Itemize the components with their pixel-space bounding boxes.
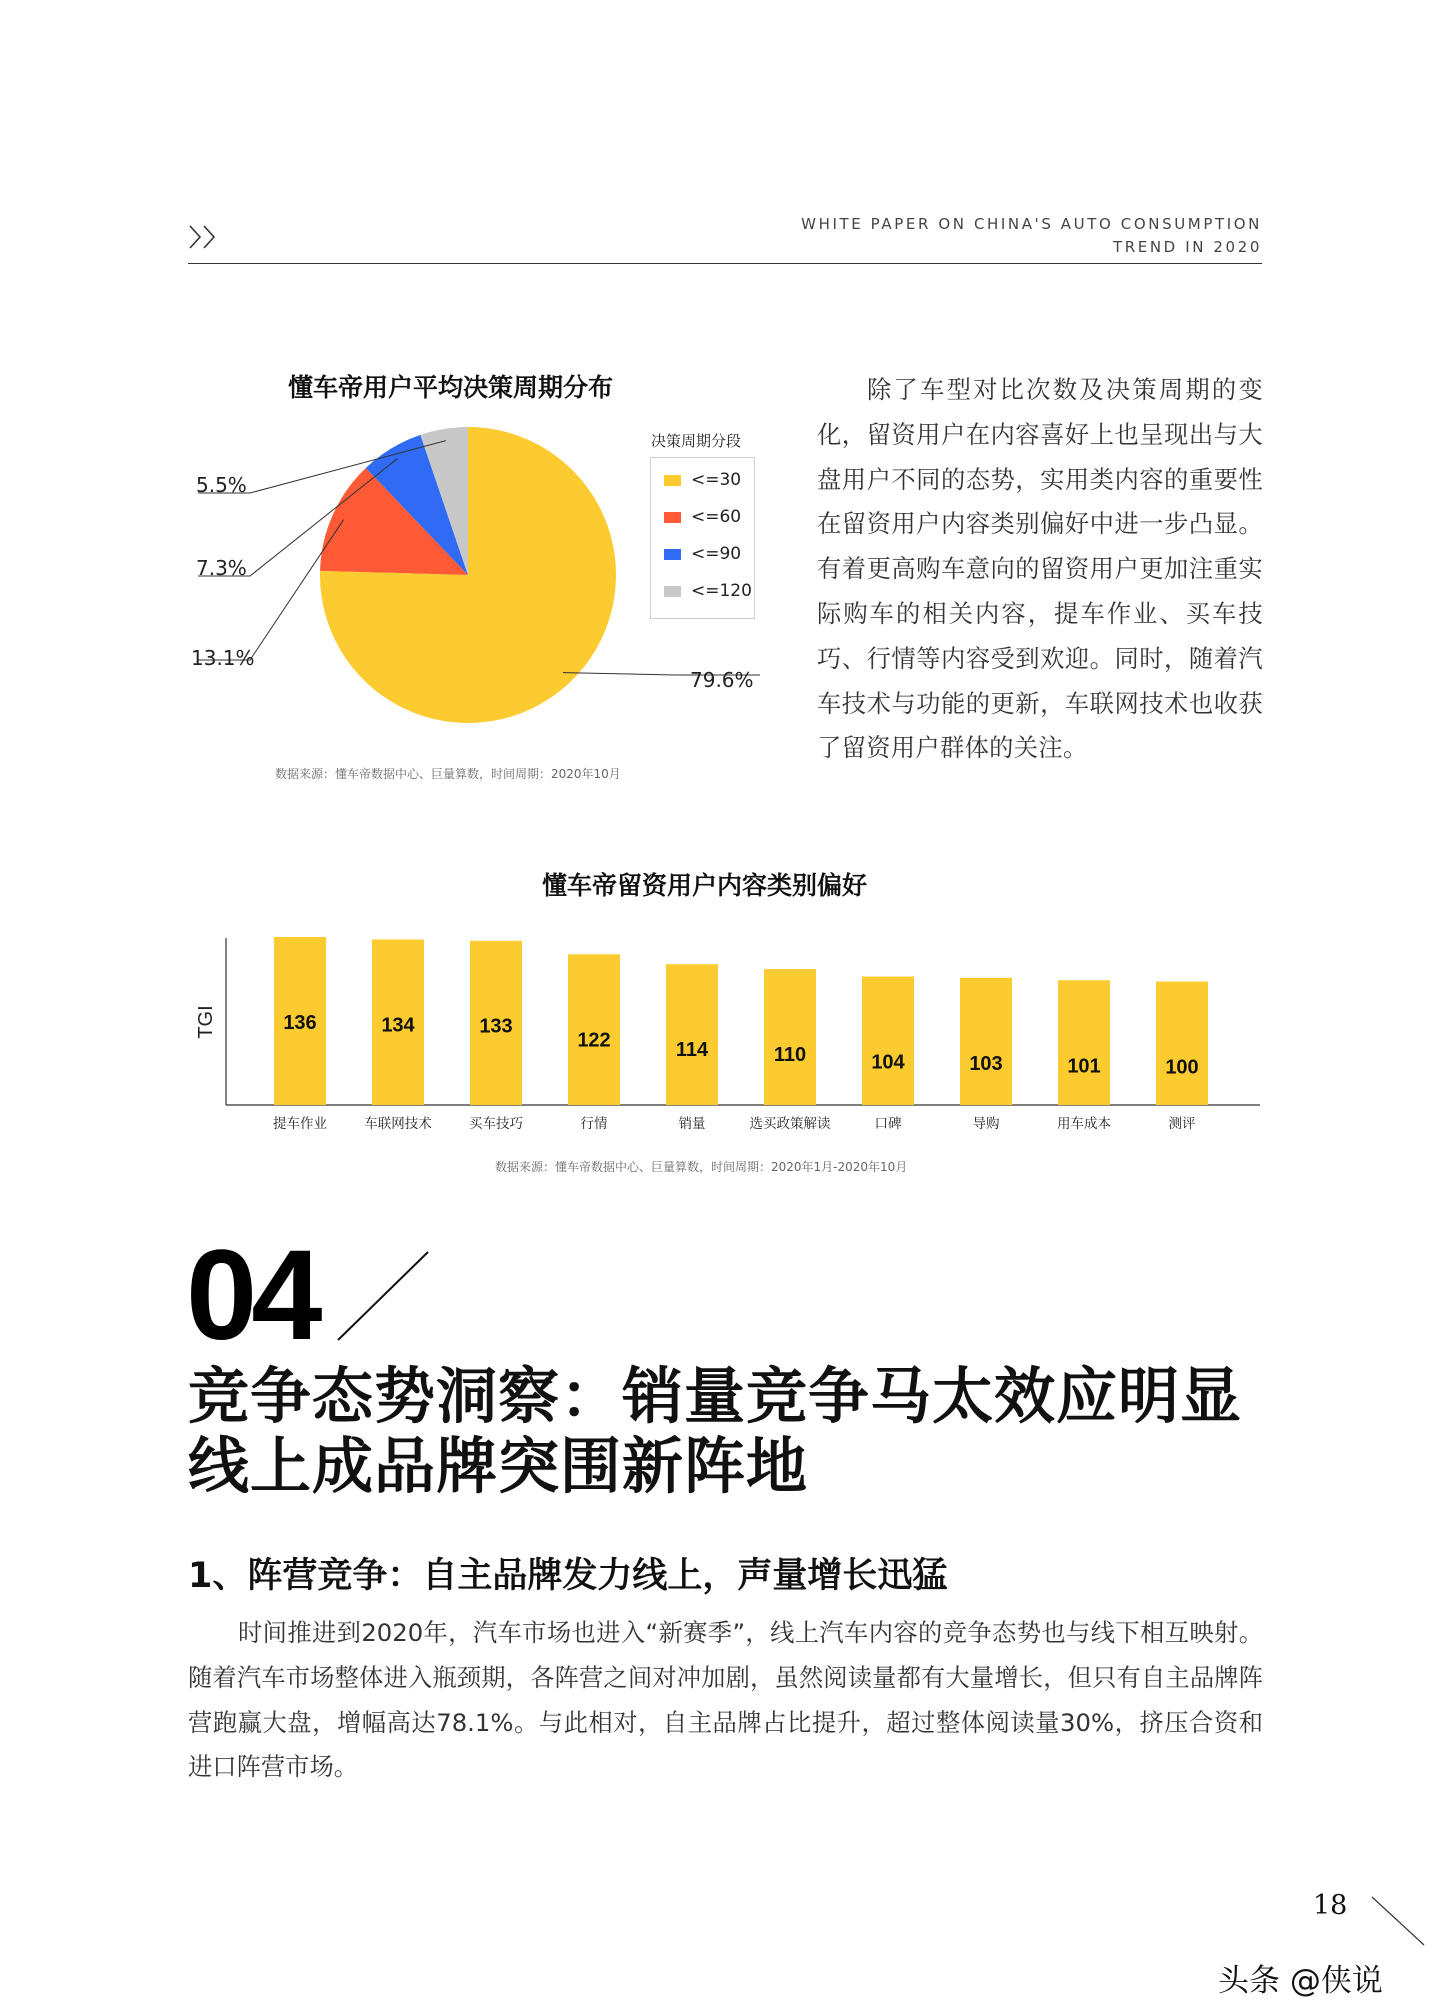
x-tick-label: 提车作业 xyxy=(273,1116,327,1132)
legend-label: <=60 xyxy=(691,507,742,527)
header-title-line2: TREND IN 2020 xyxy=(1113,238,1262,256)
x-tick-label: 销量 xyxy=(678,1116,706,1132)
legend-label: <=90 xyxy=(691,544,742,564)
bar-value-label: 100 xyxy=(1165,1056,1199,1079)
x-tick-label: 测评 xyxy=(1168,1116,1196,1132)
bar xyxy=(666,964,718,1105)
legend-item-30 xyxy=(664,470,741,490)
bar-value-label: 122 xyxy=(577,1029,611,1052)
pie-source-note: 数据来源：懂车帝数据中心、巨量算数，时间周期：2020年10月 xyxy=(275,767,621,781)
x-tick-label: 导购 xyxy=(972,1116,1000,1132)
y-axis-label: TGI xyxy=(195,1005,217,1039)
x-tick-label: 选买政策解读 xyxy=(749,1116,831,1132)
section-title-line1: 竞争态势洞察：销量竞争马太效应明显 xyxy=(188,1361,1243,1432)
x-tick-label: 车联网技术 xyxy=(364,1116,432,1132)
bar-value-label: 103 xyxy=(969,1052,1003,1075)
legend-item-120 xyxy=(664,581,752,601)
watermark: 头条 @侠说 xyxy=(1218,1963,1383,1999)
bar-value-label: 136 xyxy=(283,1012,317,1035)
section-slash-decoration xyxy=(336,1250,430,1342)
section-title-line2: 线上成品牌突围新阵地 xyxy=(188,1431,809,1502)
pie-label-13-1: 13.1% xyxy=(191,646,255,670)
pie-label-7-3: 7.3% xyxy=(196,556,247,580)
pie-label-79-6: 79.6% xyxy=(690,668,754,692)
x-tick-label: 行情 xyxy=(580,1116,608,1132)
legend-swatch xyxy=(664,512,681,523)
bar-value-label: 114 xyxy=(675,1039,709,1062)
legend-label: <=120 xyxy=(691,581,752,601)
bar-value-label: 104 xyxy=(871,1051,905,1074)
pie-legend-title: 决策周期分段 xyxy=(651,432,742,450)
section-title xyxy=(188,1362,1242,1502)
bar-value-label: 133 xyxy=(479,1015,513,1038)
pie-chart-title: 懂车帝用户平均决策周期分布 xyxy=(288,373,614,402)
double-chevron-icon xyxy=(188,224,222,250)
bar xyxy=(862,977,914,1105)
intro-paragraph: 除了车型对比次数及决策周期的变化，留资用户在内容喜好上也呈现出与大盘用户不同的态势，实用类内容的重要性在留资用户内容类别偏好中进一步凸显。有着更高购车意向的留资用户更加注重实际购车的相关内容，提车作业、买车技巧、行情等内容受到欢迎。同时，随着汽车技术与功能的更新，车联网技术也收获了留资用户群体的关注。 xyxy=(817,375,1263,763)
bar xyxy=(764,969,816,1105)
bar-value-label: 134 xyxy=(381,1014,415,1037)
bar-value-label: 101 xyxy=(1067,1055,1101,1078)
x-tick-label: 用车成本 xyxy=(1057,1116,1111,1132)
header-title xyxy=(801,213,1262,259)
bar-chart-title: 懂车帝留资用户内容类别偏好 xyxy=(542,871,868,900)
bar-chart xyxy=(188,930,1268,1140)
section-paragraph: 时间推进到2020年，汽车市场也进入“新赛季”，线上汽车内容的竞争态势也与线下相互映射。随着汽车市场整体进入瓶颈期，各阵营之间对冲加剧，虽然阅读量都有大量增长，但只有自主品牌阵营跑赢大盘，增幅高达78.1%。与此相对，自主品牌占比提升，超过整体阅读量30%，挤压合资和进口阵营市场。 xyxy=(188,1618,1263,1782)
x-tick-label: 买车技巧 xyxy=(469,1116,523,1132)
bar xyxy=(1058,980,1110,1105)
legend-swatch xyxy=(664,475,681,486)
legend-item-60 xyxy=(664,507,741,527)
pie-label-5-5: 5.5% xyxy=(196,473,247,497)
bar-value-label: 110 xyxy=(773,1044,807,1067)
legend-swatch xyxy=(664,586,681,597)
legend-item-90 xyxy=(664,544,741,564)
header-title-line1: WHITE PAPER ON CHINA'S AUTO CONSUMPTION xyxy=(801,215,1262,233)
section-number: 04 xyxy=(186,1224,317,1367)
x-tick-label: 口碑 xyxy=(874,1116,902,1132)
footer-slash-decoration xyxy=(1370,1895,1426,1947)
bar-source-note: 数据来源：懂车帝数据中心、巨量算数，时间周期：2020年1月-2020年10月 xyxy=(495,1160,908,1174)
bar xyxy=(1156,982,1208,1106)
header-divider xyxy=(188,263,1262,264)
subsection-title: 1、阵营竞争：自主品牌发力线上，声量增长迅猛 xyxy=(188,1556,948,1596)
legend-label: <=30 xyxy=(691,470,742,490)
legend-swatch xyxy=(664,549,681,560)
bar xyxy=(960,978,1012,1105)
page-number: 18 xyxy=(1313,1890,1348,1921)
